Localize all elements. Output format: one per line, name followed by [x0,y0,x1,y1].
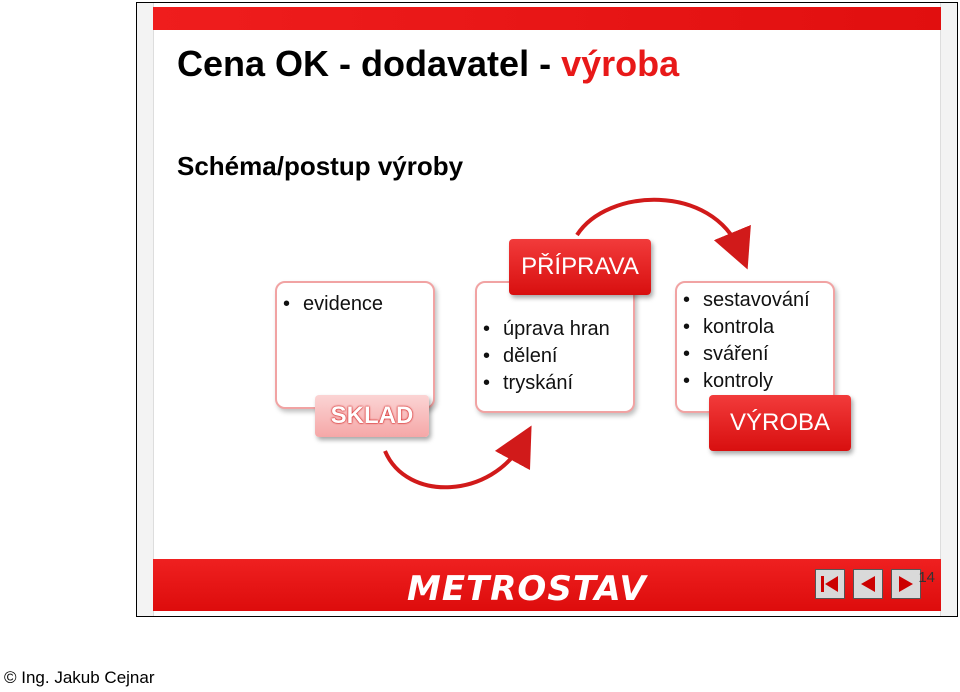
label-vyroba: VÝROBA [709,395,851,451]
list-item: • tryskání [483,370,633,397]
list-item: • evidence [283,291,433,318]
title-main: Cena OK - dodavatel - [177,43,562,84]
title-accent: výroba [561,43,680,84]
list-item: • kontrola [683,314,833,341]
list-item: • sestavování [683,287,833,314]
arrow-bottom [385,443,522,487]
list-item: • kontroly [683,368,833,395]
label-priprava: PŘÍPRAVA [509,239,651,295]
box-priprava [475,281,635,413]
next-page-icon[interactable] [891,569,921,599]
label-sklad: SKLAD [315,395,429,437]
list-item: • sváření [683,341,833,368]
page-number: 14 [918,569,935,586]
list-item: • dělení [483,343,633,370]
prev-page-icon[interactable] [853,569,883,599]
footer-copyright: © Ing. Jakub Cejnar [4,668,155,687]
first-page-icon[interactable] [815,569,845,599]
metrostav-logo: METROSTAV [407,569,647,609]
slide [136,2,958,617]
slide-subtitle: Schéma/postup výroby [177,151,464,181]
box-sklad [275,281,435,409]
box-vyroba [675,281,835,413]
list-item: • úprava hran [483,316,633,343]
